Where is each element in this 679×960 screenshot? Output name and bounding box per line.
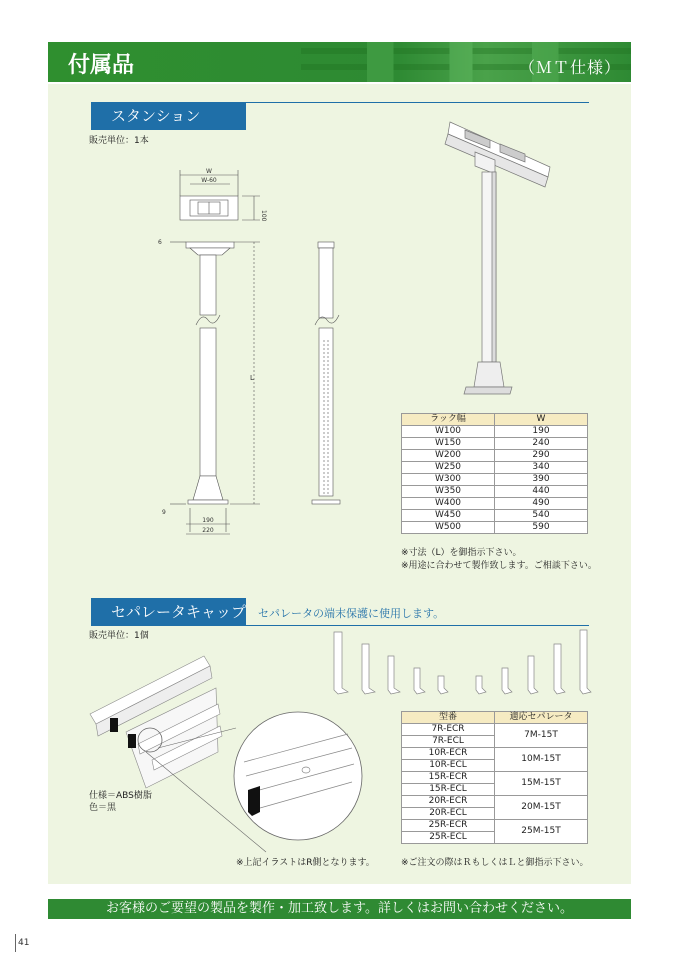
dim-h100: 100 [260, 210, 267, 222]
stanchion-unit: 販売単位：1本 [89, 136, 149, 146]
w-value: 590 [495, 522, 588, 534]
rack-width: W200 [402, 450, 495, 462]
page-subtitle: （ＭＴ仕様） [518, 58, 621, 77]
dim-w: W [206, 168, 212, 175]
cap-color: 色＝黒 [89, 803, 117, 813]
cap-table [401, 711, 588, 844]
cap-material: 仕様＝ABS樹脂 [89, 791, 152, 801]
stanchion-drawing [150, 160, 350, 540]
dim-190: 190 [202, 517, 214, 524]
rack-width: W250 [402, 462, 495, 474]
rack-width: W400 [402, 498, 495, 510]
table-header: 型番 [402, 712, 495, 724]
section-title-stanchion: スタンション [91, 102, 246, 130]
table-row [402, 724, 588, 736]
w-value: 190 [495, 426, 588, 438]
cap-part [128, 734, 136, 748]
model-cell: 7R-ECL [402, 736, 495, 748]
table-header: W [495, 414, 588, 426]
rack-width: W350 [402, 486, 495, 498]
rack-width: W500 [402, 522, 495, 534]
rack-width: W150 [402, 438, 495, 450]
w-value: 240 [495, 438, 588, 450]
table-row [402, 772, 588, 784]
table-header: 適応セパレータ [495, 712, 588, 724]
model-cell: 15R-ECL [402, 784, 495, 796]
fit-cell: 20M-15T [495, 796, 588, 820]
table-row [402, 820, 588, 832]
cap-part [110, 718, 118, 732]
stanchion-note-2: ※用途に合わせて製作致します。ご相談下さい。 [401, 561, 597, 571]
w-value: 340 [495, 462, 588, 474]
fit-cell: 25M-15T [495, 820, 588, 844]
cap-tagline: セパレータの端末保護に使用します。 [258, 607, 445, 620]
dim-220: 220 [202, 527, 214, 534]
page-title: 付属品 [68, 53, 135, 78]
dim-six: 6 [158, 239, 162, 246]
table-header: ラック幅 [402, 414, 495, 426]
table-row [402, 748, 588, 760]
table-row [402, 450, 588, 462]
w-value: 490 [495, 498, 588, 510]
page-number: 41 [18, 938, 30, 948]
w-value: 440 [495, 486, 588, 498]
stanchion-table [401, 413, 588, 534]
fit-cell: 15M-15T [495, 772, 588, 796]
w-value: 290 [495, 450, 588, 462]
w-value: 540 [495, 510, 588, 522]
table-row [402, 426, 588, 438]
table-row [402, 796, 588, 808]
table-row [402, 486, 588, 498]
model-cell: 7R-ECR [402, 724, 495, 736]
rack-width: W100 [402, 426, 495, 438]
fit-cell: 7M-15T [495, 724, 588, 748]
model-cell: 20R-ECL [402, 808, 495, 820]
table-row [402, 438, 588, 450]
model-cell: 10R-ECR [402, 748, 495, 760]
table-row [402, 462, 588, 474]
detail-circle [234, 712, 362, 840]
table-row [402, 498, 588, 510]
rack-width: W450 [402, 510, 495, 522]
model-cell: 25R-ECR [402, 820, 495, 832]
section-rule [246, 102, 589, 103]
w-value: 390 [495, 474, 588, 486]
stanchion-note-1: ※寸法（L）を御指示下さい。 [401, 548, 522, 558]
cap-unit: 販売単位：1個 [89, 631, 149, 641]
model-cell: 20R-ECR [402, 796, 495, 808]
dim-nine: 9 [162, 509, 166, 516]
page-number-rule [15, 934, 16, 952]
dim-L: L [250, 374, 254, 382]
model-cell: 15R-ECR [402, 772, 495, 784]
table-row [402, 474, 588, 486]
order-note: ※ご注文の際はＲもしくはＬと御指示下さい。 [401, 858, 589, 868]
stanchion-illustration [430, 112, 590, 402]
cap-rack-illustration [86, 652, 366, 862]
cap-lineup-illustration [328, 626, 593, 698]
table-row [402, 522, 588, 534]
table-row [402, 510, 588, 522]
rack-width: W300 [402, 474, 495, 486]
dim-w60: W-60 [201, 177, 217, 184]
fit-cell: 10M-15T [495, 748, 588, 772]
illustration-note: ※上記イラストはR側となります。 [236, 858, 375, 868]
section-title-cap: セパレータキャップ [91, 598, 246, 626]
footer-banner: お客様のご要望の製品を製作・加工致します。詳しくはお問い合わせください。 [48, 899, 631, 919]
model-cell: 25R-ECL [402, 832, 495, 844]
model-cell: 10R-ECL [402, 760, 495, 772]
